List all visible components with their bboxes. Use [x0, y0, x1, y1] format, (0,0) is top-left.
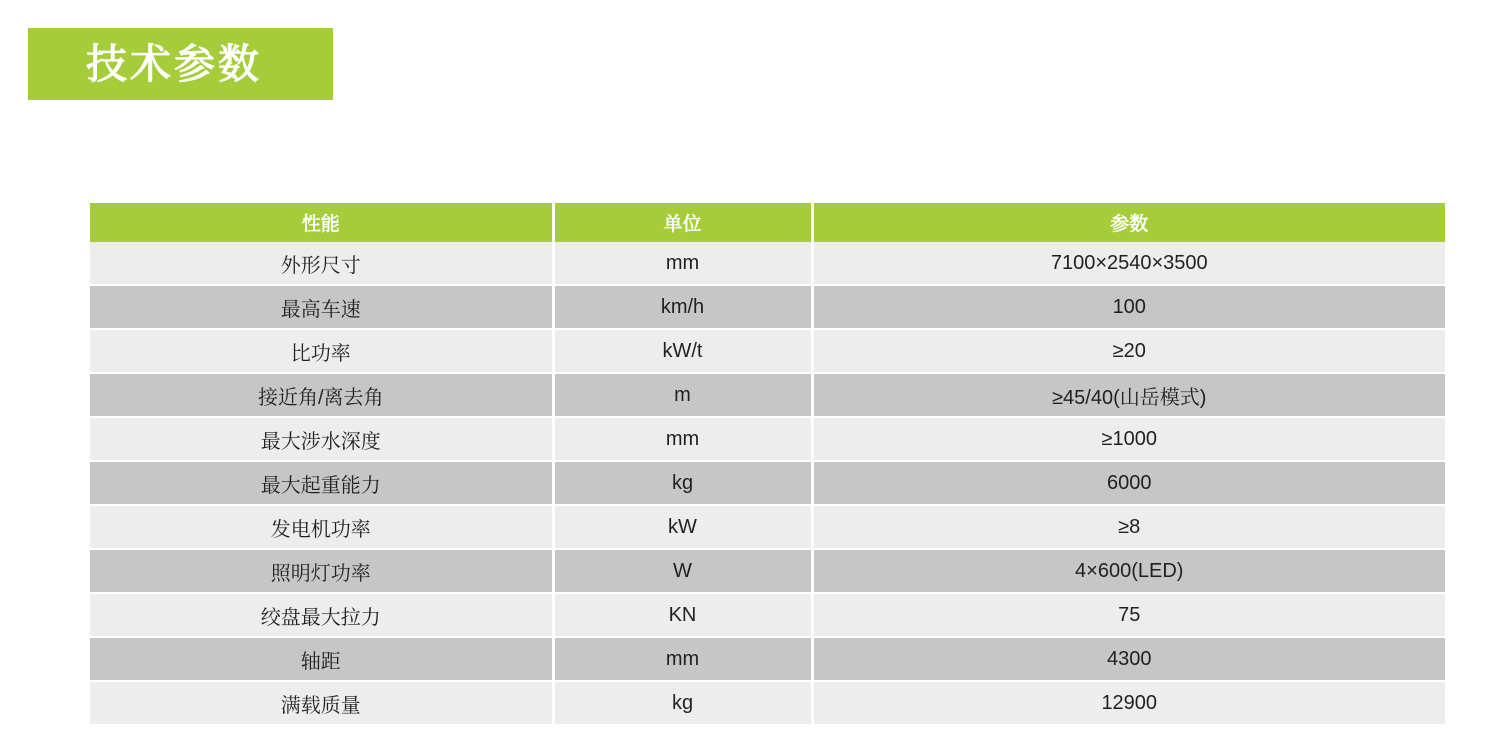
table-row: [90, 242, 1445, 285]
cell-performance: 最大起重能力: [90, 461, 553, 505]
cell-unit: mm: [553, 637, 812, 681]
cell-parameter: ≥20: [812, 329, 1445, 373]
table-row: [90, 329, 1445, 373]
cell-unit: W: [553, 549, 812, 593]
column-header-parameter: 参数: [812, 203, 1445, 242]
specifications-table: [90, 203, 1445, 726]
cell-unit: kW: [553, 505, 812, 549]
page-title: 技术参数: [86, 40, 262, 87]
column-header-unit: 单位: [553, 203, 812, 242]
table-row: [90, 549, 1445, 593]
cell-unit: KN: [553, 593, 812, 637]
section-title-banner: [28, 28, 333, 100]
table-row: [90, 637, 1445, 681]
cell-performance: 满载质量: [90, 681, 553, 725]
table-row: [90, 285, 1445, 329]
cell-performance: 照明灯功率: [90, 549, 553, 593]
table-row: [90, 461, 1445, 505]
table-row: [90, 593, 1445, 637]
cell-unit: kg: [553, 461, 812, 505]
cell-parameter: ≥45/40(山岳模式): [812, 373, 1445, 417]
cell-performance: 绞盘最大拉力: [90, 593, 553, 637]
cell-performance: 外形尺寸: [90, 242, 553, 285]
table-header: [90, 203, 1445, 242]
cell-parameter: 7100×2540×3500: [812, 242, 1445, 285]
table-row: [90, 373, 1445, 417]
cell-performance: 接近角/离去角: [90, 373, 553, 417]
table-body: [90, 242, 1445, 725]
cell-performance: 比功率: [90, 329, 553, 373]
cell-performance: 最高车速: [90, 285, 553, 329]
cell-performance: 轴距: [90, 637, 553, 681]
cell-parameter: 4×600(LED): [812, 549, 1445, 593]
cell-unit: kg: [553, 681, 812, 725]
cell-unit: mm: [553, 242, 812, 285]
cell-parameter: 6000: [812, 461, 1445, 505]
cell-unit: km/h: [553, 285, 812, 329]
cell-parameter: 4300: [812, 637, 1445, 681]
cell-parameter: ≥1000: [812, 417, 1445, 461]
table-header-row: [90, 203, 1445, 242]
column-header-performance: 性能: [90, 203, 553, 242]
cell-parameter: 12900: [812, 681, 1445, 725]
cell-unit: m: [553, 373, 812, 417]
cell-unit: kW/t: [553, 329, 812, 373]
table-row: [90, 417, 1445, 461]
cell-unit: mm: [553, 417, 812, 461]
cell-performance: 最大涉水深度: [90, 417, 553, 461]
cell-performance: 发电机功率: [90, 505, 553, 549]
table-row: [90, 505, 1445, 549]
table-row: [90, 681, 1445, 725]
cell-parameter: 75: [812, 593, 1445, 637]
cell-parameter: 100: [812, 285, 1445, 329]
cell-parameter: ≥8: [812, 505, 1445, 549]
